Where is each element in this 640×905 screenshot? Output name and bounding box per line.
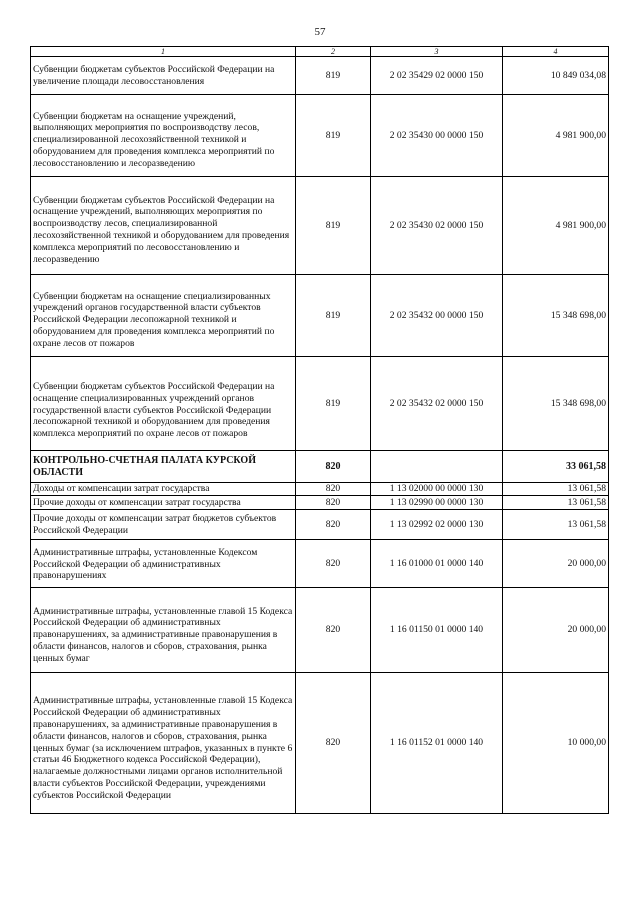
- budget-classification-code: 1 16 01152 01 0000 140: [371, 673, 503, 814]
- amount: 13 061,58: [503, 496, 609, 510]
- amount: 13 061,58: [503, 483, 609, 496]
- revenue-name: Административные штрафы, установленные главой 15 Кодекса Российской Федерации об административных правонарушениях, за административные правонарушения в области финансов, налогов и сборов, страхования, рынка ценных бумаг (за исключением штрафов, указанных в пункте 6 статьи 46 Бюджетного кодекса Российской Федерации), налагаемые должностными лицами органов исполнительной власти субъектов Российской Федерации, учреждениями субъектов Российской Федерации: [31, 673, 296, 814]
- table-row: [31, 275, 609, 357]
- amount: 10 000,00: [503, 673, 609, 814]
- budget-classification-code: 1 16 01150 01 0000 140: [371, 588, 503, 673]
- revenue-name: Доходы от компенсации затрат государства: [31, 483, 296, 496]
- admin-code: 819: [296, 357, 371, 451]
- amount: 20 000,00: [503, 588, 609, 673]
- budget-classification-code: 2 02 35430 02 0000 150: [371, 177, 503, 275]
- amount: 20 000,00: [503, 540, 609, 588]
- table-row: [31, 451, 609, 483]
- page-number: 57: [314, 26, 326, 38]
- admin-code: 820: [296, 510, 371, 540]
- revenue-table: [30, 46, 609, 814]
- revenue-name: Субвенции бюджетам на оснащение специализированных учреждений органов государственной власти субъектов Российской Федерации лесопожарной техникой и оборудованием для проведения комплекса мероприятий по охране лесов от пожаров: [31, 275, 296, 357]
- table-row: [31, 57, 609, 95]
- amount: 10 849 034,08: [503, 57, 609, 95]
- budget-classification-code: 2 02 35429 02 0000 150: [371, 57, 503, 95]
- budget-classification-code: 1 13 02000 00 0000 130: [371, 483, 503, 496]
- column-header: 4: [503, 47, 609, 57]
- revenue-name: Прочие доходы от компенсации затрат бюджетов субъектов Российской Федерации: [31, 510, 296, 540]
- budget-classification-code: 2 02 35432 00 0000 150: [371, 275, 503, 357]
- budget-classification-code: 1 16 01000 01 0000 140: [371, 540, 503, 588]
- amount: 33 061,58: [503, 451, 609, 483]
- table-row: [31, 496, 609, 510]
- budget-classification-code: 2 02 35430 00 0000 150: [371, 95, 503, 177]
- admin-code: 819: [296, 177, 371, 275]
- amount: 15 348 698,00: [503, 357, 609, 451]
- admin-code: 820: [296, 496, 371, 510]
- table-row: [31, 673, 609, 814]
- admin-code: 820: [296, 673, 371, 814]
- amount: 4 981 900,00: [503, 95, 609, 177]
- admin-code: 820: [296, 483, 371, 496]
- budget-classification-code: 2 02 35432 02 0000 150: [371, 357, 503, 451]
- revenue-name: Субвенции бюджетам субъектов Российской Федерации на увеличение площади лесовосстановления: [31, 57, 296, 95]
- amount: 15 348 698,00: [503, 275, 609, 357]
- admin-code: 820: [296, 451, 371, 483]
- budget-classification-code: 1 13 02992 02 0000 130: [371, 510, 503, 540]
- column-header: 2: [296, 47, 371, 57]
- table-row: [31, 510, 609, 540]
- admin-code: 820: [296, 540, 371, 588]
- table-row: [31, 588, 609, 673]
- admin-code: 819: [296, 275, 371, 357]
- revenue-name: Прочие доходы от компенсации затрат государства: [31, 496, 296, 510]
- admin-code: 819: [296, 95, 371, 177]
- revenue-name: Административные штрафы, установленные Кодексом Российской Федерации об административных правонарушениях: [31, 540, 296, 588]
- table-row: [31, 95, 609, 177]
- admin-code: 819: [296, 57, 371, 95]
- table-row: [31, 357, 609, 451]
- revenue-name: Субвенции бюджетам субъектов Российской Федерации на оснащение учреждений, выполняющих мероприятия по воспроизводству лесов, специализированной лесохозяйственной техникой и оборудованием для проведения комплекса мероприятий по лесовосстановлению и лесоразведению: [31, 177, 296, 275]
- column-header: 1: [31, 47, 296, 57]
- budget-classification-code: 1 13 02990 00 0000 130: [371, 496, 503, 510]
- column-number-row: [31, 47, 609, 57]
- admin-code: 820: [296, 588, 371, 673]
- amount: 13 061,58: [503, 510, 609, 540]
- revenue-name: Административные штрафы, установленные главой 15 Кодекса Российской Федерации об административных правонарушениях, за административные правонарушения в области финансов, налогов и сборов, страхования, рынка ценных бумаг: [31, 588, 296, 673]
- budget-classification-code: [371, 451, 503, 483]
- revenue-name: Субвенции бюджетам субъектов Российской Федерации на оснащение специализированных учреждений органов государственной власти субъектов Российской Федерации лесопожарной техникой и оборудованием для проведения комплекса мероприятий по охране лесов от пожаров: [31, 357, 296, 451]
- column-header: 3: [371, 47, 503, 57]
- revenue-name: КОНТРОЛЬНО-СЧЕТНАЯ ПАЛАТА КУРСКОЙ ОБЛАСТИ: [31, 451, 296, 483]
- revenue-name: Субвенции бюджетам на оснащение учреждений, выполняющих мероприятия по воспроизводству лесов, специализированной лесохозяйственной техникой и оборудованием для проведения комплекса мероприятий по лесовосстановлению и лесоразведению: [31, 95, 296, 177]
- table-row: [31, 483, 609, 496]
- table-row: [31, 177, 609, 275]
- amount: 4 981 900,00: [503, 177, 609, 275]
- table-row: [31, 540, 609, 588]
